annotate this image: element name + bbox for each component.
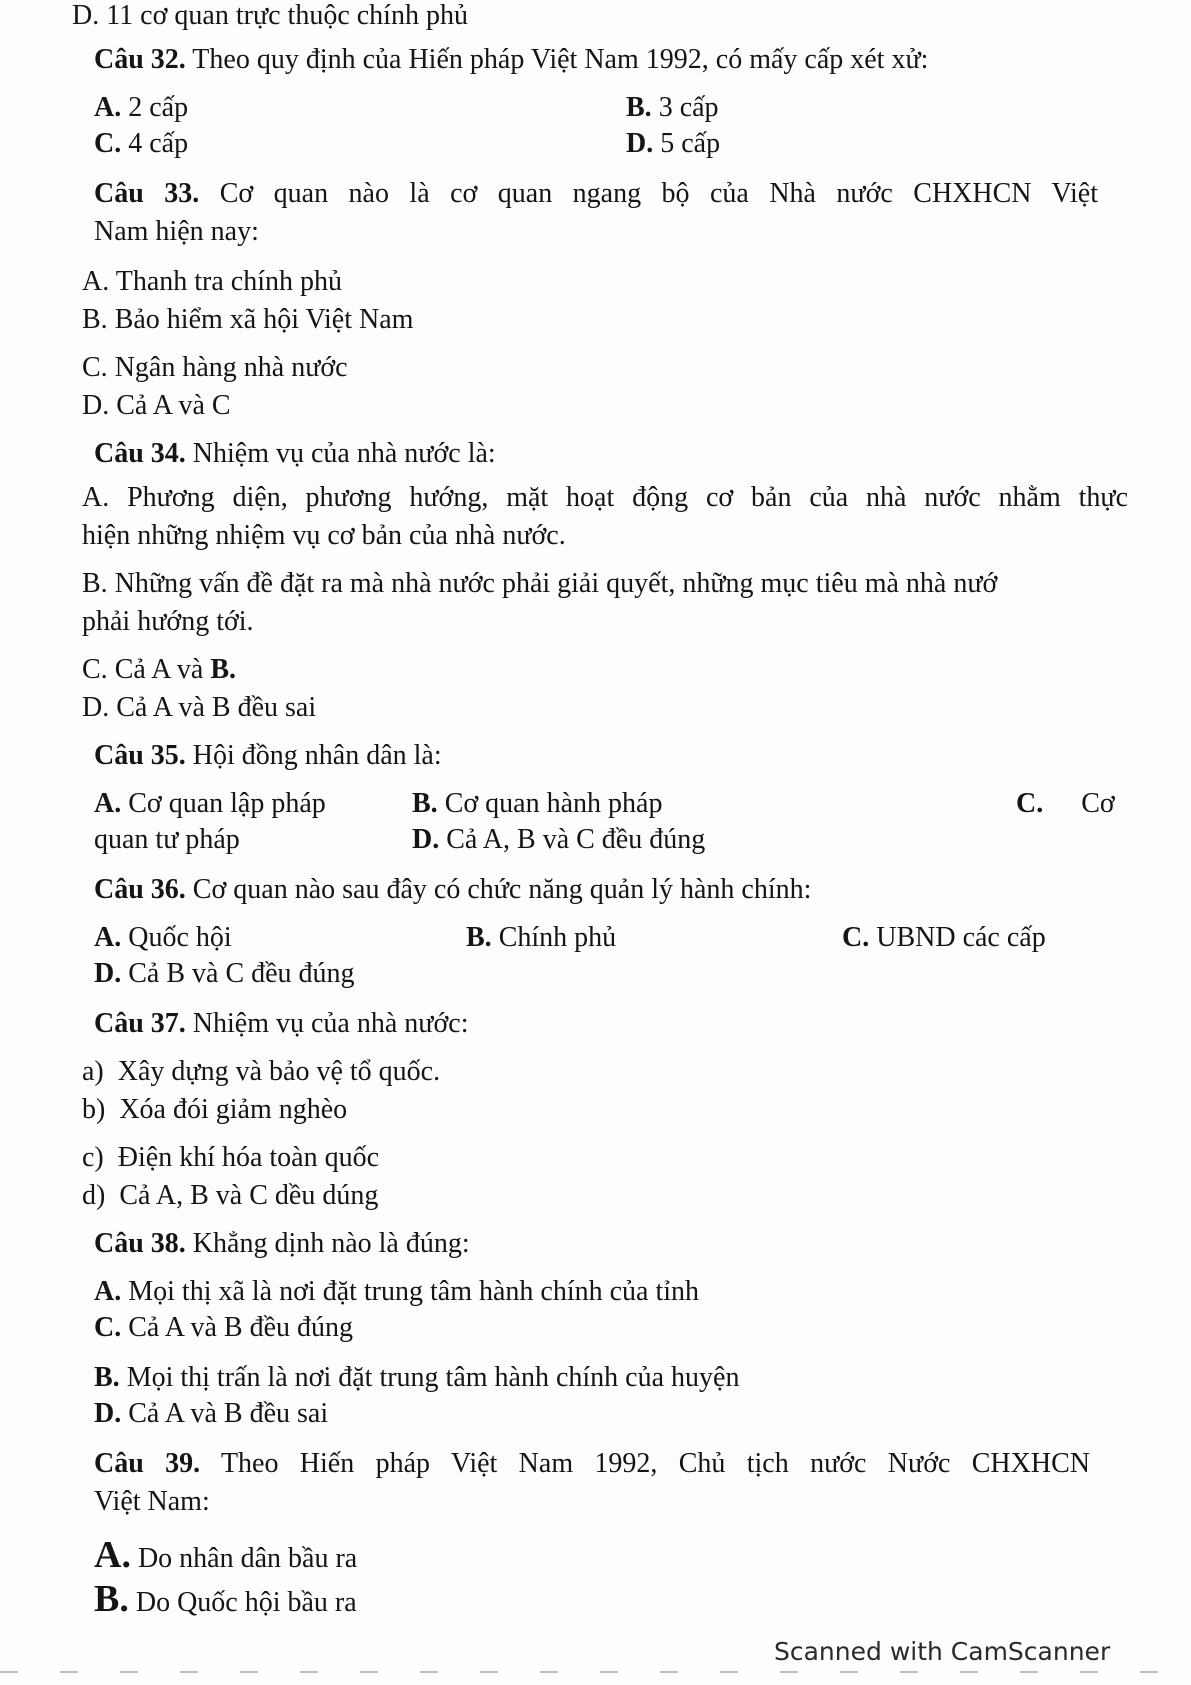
- option-c: C. 4 cấp: [94, 128, 189, 159]
- question-37: Câu 37. Nhiệm vụ của nhà nước:: [94, 1008, 469, 1039]
- question-32: [94, 46, 928, 74]
- question-number: Câu 32.: [94, 44, 186, 75]
- option-c-cont: quan tư pháp: [94, 824, 240, 855]
- question-35: Câu 35. Hội đồng nhân dân là:: [94, 740, 442, 771]
- option-c: C. Cả A và B.: [82, 654, 237, 685]
- question-34: Câu 34. Nhiệm vụ của nhà nước là:: [94, 438, 496, 469]
- scan-edge-line: [0, 1671, 1191, 1673]
- option-b: B. Cơ quan hành pháp: [412, 788, 663, 819]
- option-b: B. Do Quốc hội bầu ra: [94, 1578, 357, 1620]
- question-text-cont: Nam hiện nay:: [94, 216, 259, 247]
- option-d: D. Cả A và B đều sai: [82, 692, 317, 723]
- option-b: b) Xóa đói giảm nghèo: [82, 1094, 348, 1125]
- question-38: Câu 38. Khẳng dịnh nào là đúng:: [94, 1228, 470, 1259]
- question-text: Theo quy định của Hiến pháp Việt Nam 1992, có mấy cấp xét xử:: [192, 44, 929, 75]
- option-c: C. Cả A và B đều đúng: [94, 1312, 353, 1343]
- option-a: A. Do nhân dân bầu ra: [94, 1534, 358, 1576]
- option-a: A. Mọi thị xã là nơi đặt trung tâm hành chính của tỉnh: [94, 1276, 700, 1307]
- question-39: Câu 39. Theo Hiến pháp Việt Nam 1992, Chủ tịch nước Nước CHXHCN: [94, 1448, 1090, 1479]
- top-fragment: D. 11 cơ quan trực thuộc chính phủ: [72, 0, 468, 31]
- option-b: B. Chính phủ: [466, 922, 617, 953]
- option-a: A. Phương diện, phương hướng, mặt hoạt động cơ bản của nhà nước nhằm thực: [82, 482, 1129, 513]
- option-d: D. Cả B và C đều đúng: [94, 958, 355, 989]
- option-a: A. Quốc hội: [94, 922, 232, 953]
- option-c: C. Ngân hàng nhà nước: [82, 352, 348, 383]
- option-d: D. Cả A, B và C đều đúng: [412, 824, 706, 855]
- option-b: B. Bảo hiểm xã hội Việt Nam: [82, 304, 414, 335]
- option-a-cont: hiện những nhiệm vụ cơ bản của nhà nước.: [82, 520, 566, 551]
- option-d: D. Cả A và B đều sai: [94, 1398, 329, 1429]
- option-c: C. UBND các cấp: [842, 922, 1046, 953]
- option-b: B. Mọi thị trấn là nơi đặt trung tâm hành chính của huyện: [94, 1362, 740, 1393]
- option-c: C. Cơ: [1016, 788, 1115, 819]
- option-b: B. 3 cấp: [626, 92, 719, 123]
- option-b: B. Những vấn đề đặt ra mà nhà nước phải giải quyết, những mục tiêu mà nhà nướ: [82, 570, 998, 598]
- camscanner-watermark: Scanned with CamScanner: [774, 1637, 1111, 1666]
- option-a: a) Xây dựng và bảo vệ tổ quốc.: [82, 1056, 441, 1087]
- option-d: d) Cả A, B và C dều dúng: [82, 1180, 379, 1211]
- option-d: D. 5 cấp: [626, 128, 721, 159]
- option-c: c) Điện khí hóa toàn quốc: [82, 1142, 380, 1173]
- question-33: Câu 33. Cơ quan nào là cơ quan ngang bộ của Nhà nước CHXHCN Việt: [94, 178, 1098, 209]
- question-text-cont: Việt Nam:: [94, 1486, 210, 1517]
- option-a: A. Cơ quan lập pháp: [94, 788, 326, 819]
- question-36: Câu 36. Cơ quan nào sau đây có chức năng quản lý hành chính:: [94, 874, 812, 905]
- option-b-cont: phải hướng tới.: [82, 606, 254, 637]
- option-a: A. 2 cấp: [94, 92, 189, 123]
- option-a: A. Thanh tra chính phủ: [82, 266, 343, 297]
- option-d: D. Cả A và C: [82, 390, 231, 421]
